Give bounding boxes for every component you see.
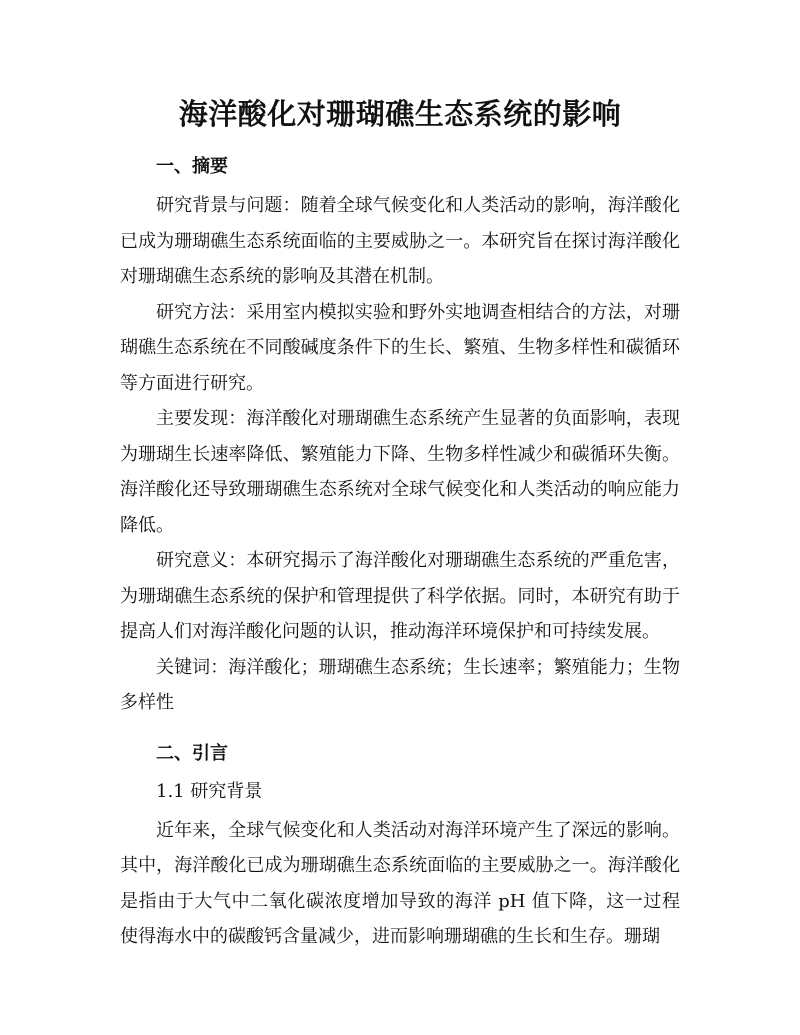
keywords-paragraph: 关键词：海洋酸化；珊瑚礁生态系统；生长速率；繁殖能力；生物多样性	[120, 656, 680, 713]
abstract-methods-paragraph: 研究方法：采用室内模拟实验和野外实地调查相结合的方法，对珊瑚礁生态系统在不同酸碱度条件下的生长、繁殖、生物多样性和碳循环等方面进行研究。	[120, 301, 680, 394]
abstract-background-paragraph: 研究背景与问题：随着全球气候变化和人类活动的影响，海洋酸化已成为珊瑚礁生态系统面临的主要威胁之一。本研究旨在探讨海洋酸化对珊瑚礁生态系统的影响及其潜在机制。	[120, 195, 680, 287]
abstract-heading: 一、摘要	[156, 156, 228, 177]
abstract-significance-paragraph: 研究意义：本研究揭示了海洋酸化对珊瑚礁生态系统的严重危害，为珊瑚礁生态系统的保护和管理提供了科学依据。同时，本研究有助于提高人们对海洋酸化问题的认识，推动海洋环境保护和可持续发展。	[120, 550, 680, 642]
research-background-paragraph: 近年来，全球气候变化和人类活动对海洋环境产生了深远的影响。其中，海洋酸化已成为珊瑚礁生态系统面临的主要威胁之一。海洋酸化是指由于大气中二氧化碳浓度增加导致的海洋 pH 值下降，这一过程使得海水中的碳酸钙含量减少，进而影响珊瑚礁的生长和生存。珊瑚	[120, 819, 680, 947]
document-title: 海洋酸化对珊瑚礁生态系统的影响	[178, 97, 622, 131]
abstract-findings-paragraph: 主要发现：海洋酸化对珊瑚礁生态系统产生显著的负面影响，表现为珊瑚生长速率降低、繁殖能力下降、生物多样性减少和碳循环失衡。海洋酸化还导致珊瑚礁生态系统对全球气候变化和人类活动的响应能力降低。	[120, 408, 680, 536]
introduction-heading: 二、引言	[156, 742, 228, 764]
research-background-subheading: 1.1 研究背景	[156, 780, 263, 802]
